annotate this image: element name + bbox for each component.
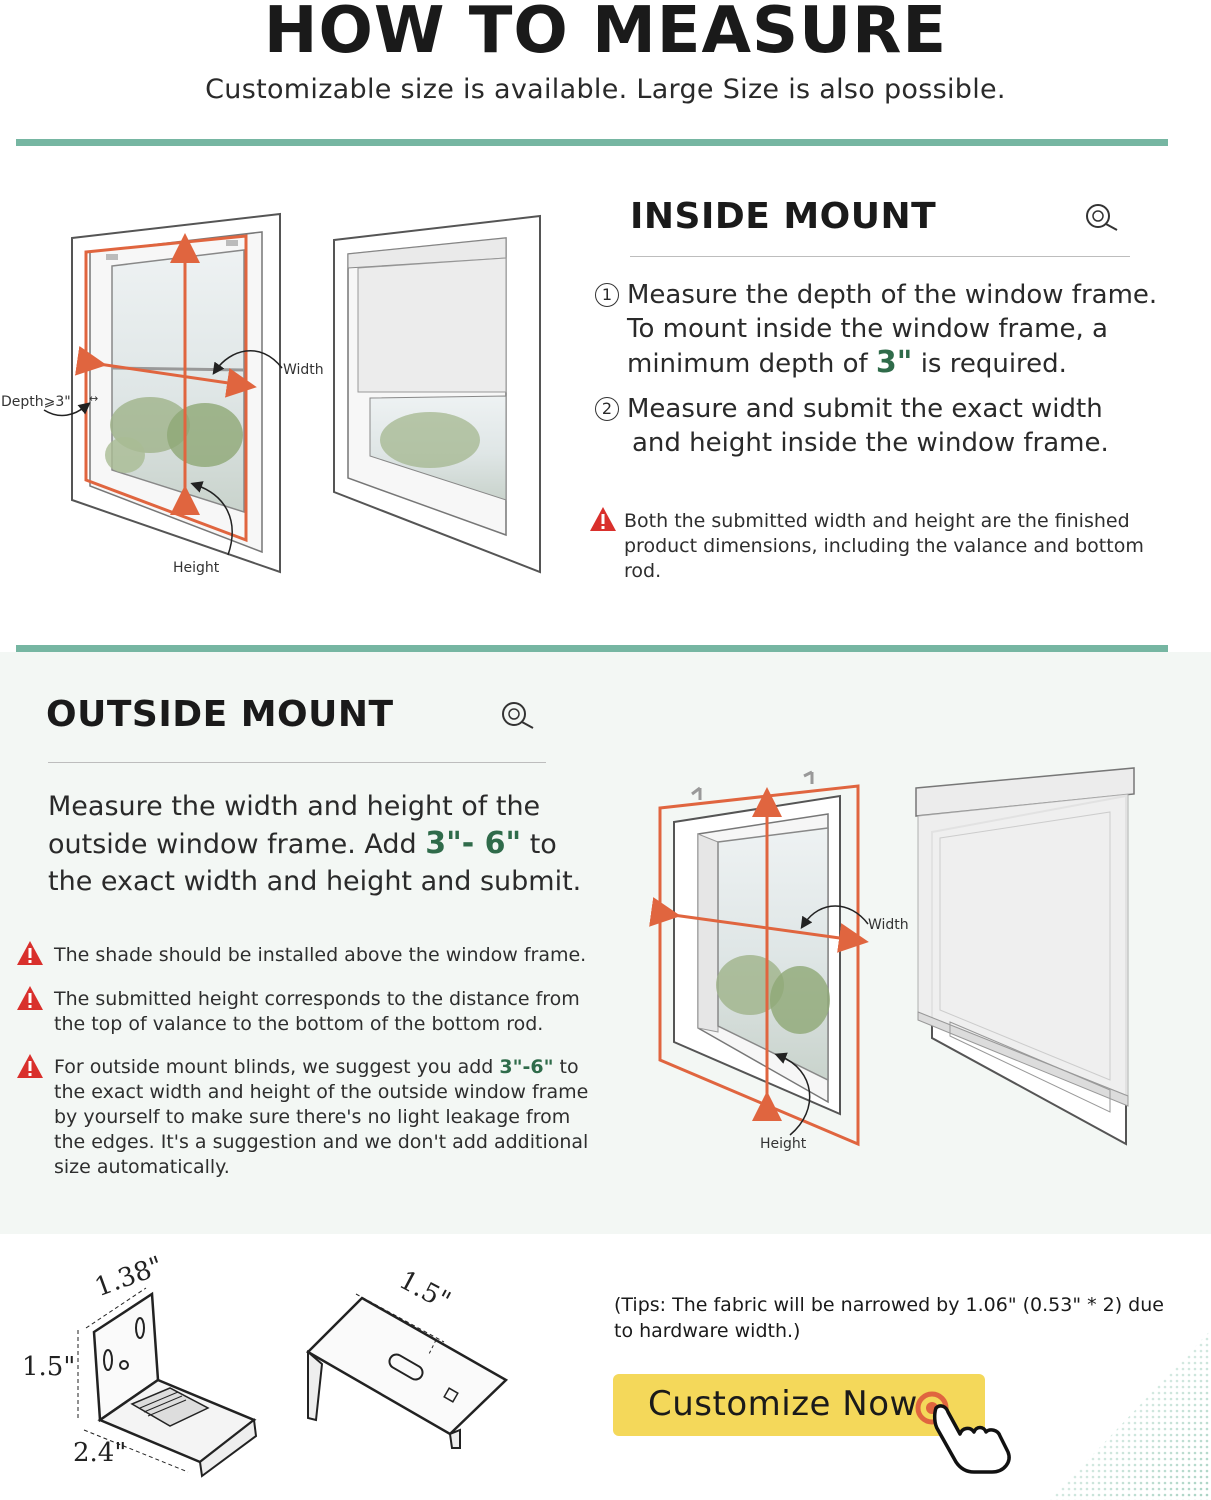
inside-step-1-line-b: To mount inside the window frame, a (627, 314, 1108, 344)
inside-mount-heading: INSIDE MOUNT (630, 196, 937, 237)
inside-step-2-line-b: and height inside the window frame. (632, 428, 1109, 458)
inside-step-2-line-a: Measure and submit the exact width (627, 394, 1103, 424)
outside-height-label: Height (760, 1136, 807, 1152)
outside-width-label: Width (868, 917, 909, 933)
outside-text-line-b: outside window frame. Add 3"- 6" to (48, 826, 557, 861)
bracket-1-dim-side: 1.5" (22, 1352, 76, 1382)
bracket-2-diagram (300, 1280, 520, 1450)
step-number-2: 2 (595, 397, 619, 421)
warning-icon (589, 506, 617, 532)
inside-warning-text: Both the submitted width and height are the finished product dimensions, including the valance and bottom rod. (624, 510, 1144, 582)
svg-text:↔: ↔ (89, 392, 99, 405)
section-divider (16, 645, 1168, 652)
outside-warning-2: The submitted height corresponds to the distance from the top of valance to the bottom of the bottom rod. (54, 988, 580, 1035)
inside-mount-diagram (0, 200, 560, 590)
inside-step-2 (595, 392, 1205, 460)
outside-warning-1: The shade should be installed above the window frame. (54, 944, 587, 966)
header-divider (16, 139, 1168, 146)
hand-pointer-icon[interactable] (914, 1390, 1018, 1474)
bracket-1-dim-bottom: 2.4" (73, 1438, 127, 1468)
inside-depth-label: Depth⩾3" (1, 394, 71, 410)
inside-width-label: Width (283, 362, 324, 378)
warning-icon (16, 940, 44, 966)
outside-mount-diagram (640, 760, 1160, 1160)
step-number-1: 1 (595, 283, 619, 307)
outside-text-line-c: the exact width and height and submit. (48, 866, 582, 897)
add-size-highlight: 3"- 6" (425, 826, 522, 861)
bracket-1-dim-top: 1.38" (90, 1250, 167, 1304)
page-subtitle: Customizable size is available. Large Size is also possible. (205, 74, 1006, 105)
inside-heading-divider (630, 256, 1130, 257)
tips-text: (Tips: The fabric will be narrowed by 1.06" (0.53" * 2) due to hardware width.) (614, 1294, 1164, 1342)
outside-mount-text (48, 788, 608, 900)
outside-heading-divider (48, 762, 546, 763)
inside-step-1-line-c: minimum depth of 3" is required. (627, 345, 1067, 380)
outside-warning-3: For outside mount blinds, we suggest you add 3"-6" to the exact width and height of the outside window frame by yourself to make sure there's no light leakage from the edges. It's a suggestion and we don't add additional size automatically. (54, 1056, 589, 1178)
magnifier-icon (499, 700, 537, 732)
halftone-decoration (1030, 1330, 1211, 1500)
magnifier-icon (1083, 202, 1121, 234)
suggest-size-highlight: 3"-6" (499, 1056, 554, 1078)
inside-step-1 (595, 278, 1205, 381)
inside-height-label: Height (173, 560, 220, 576)
warning-icon (16, 1053, 44, 1079)
min-depth-highlight: 3" (875, 345, 913, 380)
bracket-2-dim-top: 1.5" (394, 1265, 456, 1317)
customize-now-label[interactable]: Customize Now (648, 1384, 918, 1424)
outside-text-line-a: Measure the width and height of the (48, 791, 541, 822)
inside-step-1-line-a: Measure the depth of the window frame. (627, 280, 1158, 310)
outside-mount-heading: OUTSIDE MOUNT (46, 694, 394, 735)
page-title: HOW TO MEASURE (263, 0, 948, 68)
warning-icon (16, 985, 44, 1011)
